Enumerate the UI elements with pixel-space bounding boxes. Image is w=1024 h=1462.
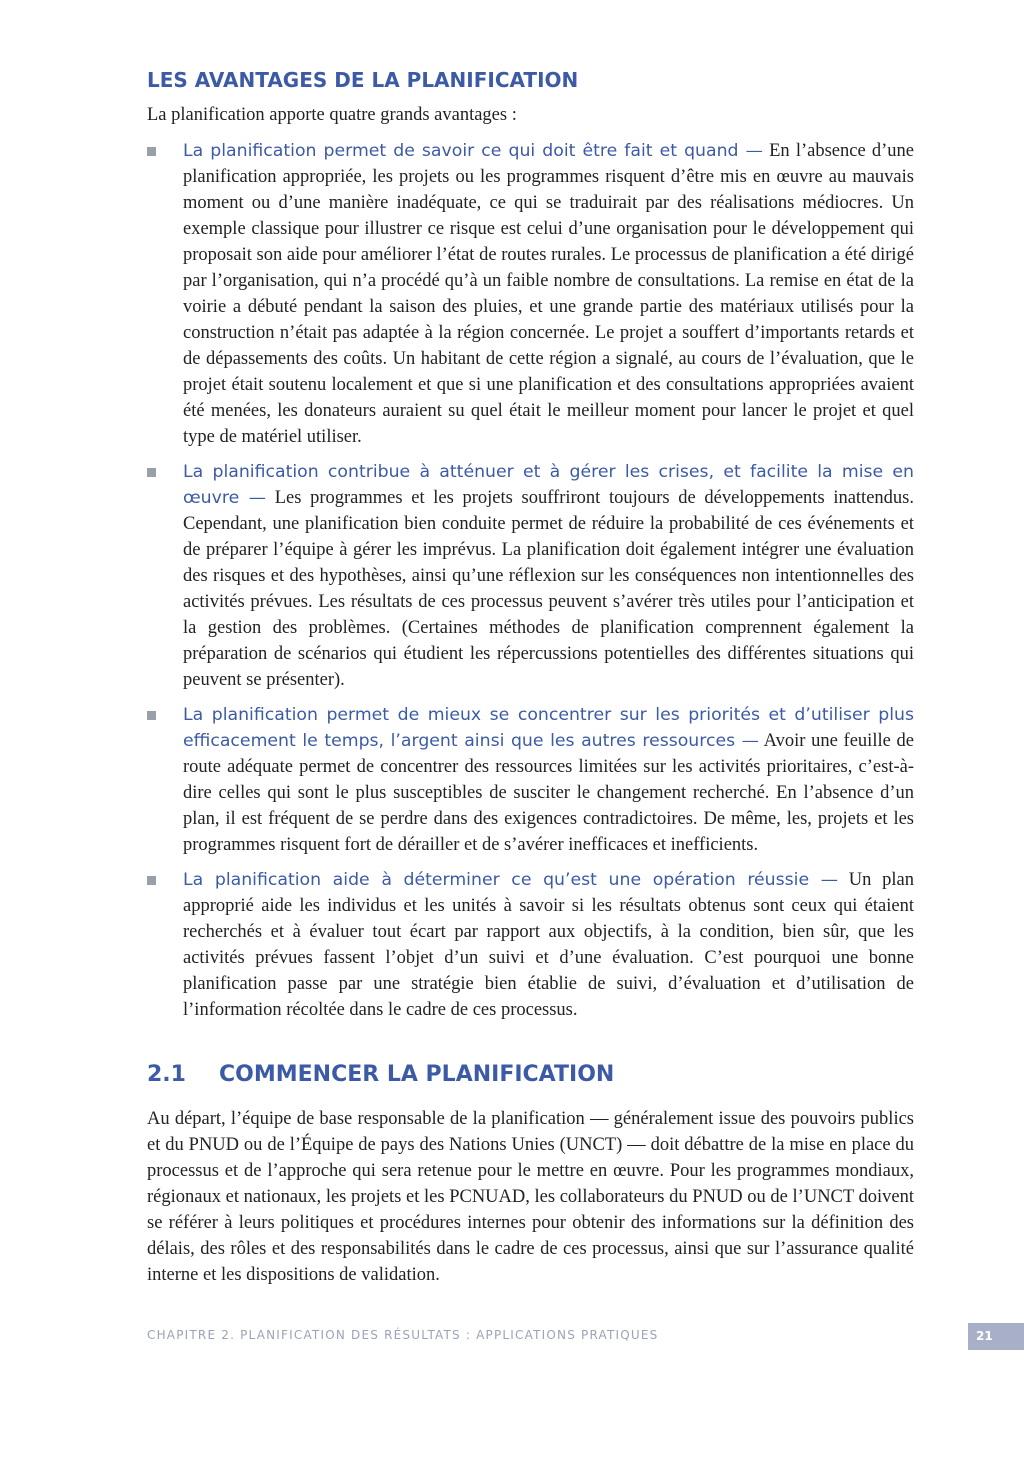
- section-title: LES AVANTAGES DE LA PLANIFICATION: [147, 68, 579, 92]
- bullet-lead: La planification permet de savoir ce qui doit être fait et quand —: [183, 141, 763, 161]
- list-item: [147, 459, 914, 693]
- square-bullet-icon: [147, 147, 156, 156]
- bullet-text: En l’absence d’une planification appropriée, les projets ou les programmes risquent d’être mis en œuvre au mauvais moment ou d’une manière inadéquate, ce qui se traduirait par des réalisations médiocres. Un exemple classique pour illustrer ce risque est celui d’une organisation pour le développement qui proposait son aide pour améliorer l’état de routes rurales. Le processus de planification a été dirigé par l’organisation, qui n’a procédé qu’à un faible nombre de consultations. La remise en état de la voirie a débuté pendant la saison des pluies, et une grande partie des matériaux utilisés pour la construction n’était pas adaptée à la région concernée. Le projet a souffert d’importants retards et de dépassements des coûts. Un habitant de cette région a signalé, au cours de l’évaluation, que le projet était soutenu localement et que si une planification et des consultations appropriées avaient été menées, les donateurs auraient su quel était le meilleur moment pour lancer le projet et quel type de matériel utiliser.: [183, 141, 914, 447]
- page-number: 21: [968, 1323, 1024, 1350]
- square-bullet-icon: [147, 468, 156, 477]
- bullet-text: Les programmes et les projets souffriront toujours de développements inattendus. Cependant, une planification bien conduite permet de réduire la probabilité de ces événements et de préparer l’équipe à gérer les imprévus. La planification doit également intégrer une évaluation des risques et des hypothèses, ainsi qu’une réflexion sur les conséquences non intentionnelles des activités prévues. Les résultats de ces processus peuvent s’avérer très utiles pour l’anticipation et la gestion des problèmes. (Certaines méthodes de planification comprennent également la préparation de scénarios qui étudient les répercussions potentielles des différentes situations qui peuvent se présenter).: [183, 488, 914, 690]
- subsection-title: COMMENCER LA PLANIFICATION: [219, 1062, 615, 1087]
- list-item: [147, 702, 914, 858]
- advantages-list: [147, 138, 914, 1023]
- subsection-heading: [147, 1060, 914, 1090]
- list-item: [147, 138, 914, 450]
- section-intro: La planification apporte quatre grands avantages :: [147, 105, 517, 125]
- bullet-text: Avoir une feuille de route adéquate permet de concentrer des ressources limitées sur les activités prioritaires, c’est-à-dire celles qui sont le plus susceptibles de susciter le changement recherché. En l’absence d’un plan, il est fréquent de se perdre dans des exigences contradictoires. De même, les, projets et les programmes risquent fort de dérailler et de s’avérer inefficaces et inefficients.: [183, 731, 914, 855]
- subsection-number: 2.1: [147, 1062, 186, 1087]
- subsection-paragraph: Au départ, l’équipe de base responsable de la planification — généralement issue des pouvoirs publics et du PNUD ou de l’Équipe de pays des Nations Unies (UNCT) — doit débattre de la mise en place du processus et de l’approche qui sera retenue pour le mettre en œuvre. Pour les programmes mondiaux, régionaux et nationaux, les projets et les PCNUAD, les collaborateurs du PNUD ou de l’UNCT doivent se référer à leurs politiques et procédures internes pour obtenir des informations sur la définition des délais, des rôles et des responsabilités dans le cadre de ces processus, ainsi que sur l’assurance qualité interne et les dispositions de validation.: [147, 1109, 914, 1285]
- list-item: [147, 867, 914, 1023]
- bullet-lead: La planification contribue à atténuer et à gérer les crises, et facilite la mise en œuvre —: [183, 462, 914, 508]
- square-bullet-icon: [147, 711, 156, 720]
- square-bullet-icon: [147, 876, 156, 885]
- footer-chapter: CHAPITRE 2. PLANIFICATION DES RÉSULTATS : APPLICATIONS PRATIQUES: [147, 1328, 659, 1342]
- bullet-text: Un plan approprié aide les individus et les unités à savoir si les résultats obtenus sont ceux qui étaient recherchés et à évaluer tout écart par rapport aux objectifs, à la condition, bien sûr, que les activités prévues fassent l’objet d’un suivi et d’une évaluation. C’est pourquoi une bonne planification passe par une stratégie bien établie de suivi, d’évaluation et d’utilisation de l’information récoltée dans le cadre de ces processus.: [183, 870, 914, 1020]
- page-content: [147, 66, 914, 1288]
- bullet-lead: La planification permet de mieux se concentrer sur les priorités et d’utiliser plus efficacement le temps, l’argent ainsi que les autres ressources —: [183, 705, 914, 751]
- bullet-lead: La planification aide à déterminer ce qu’est une opération réussie —: [183, 870, 838, 890]
